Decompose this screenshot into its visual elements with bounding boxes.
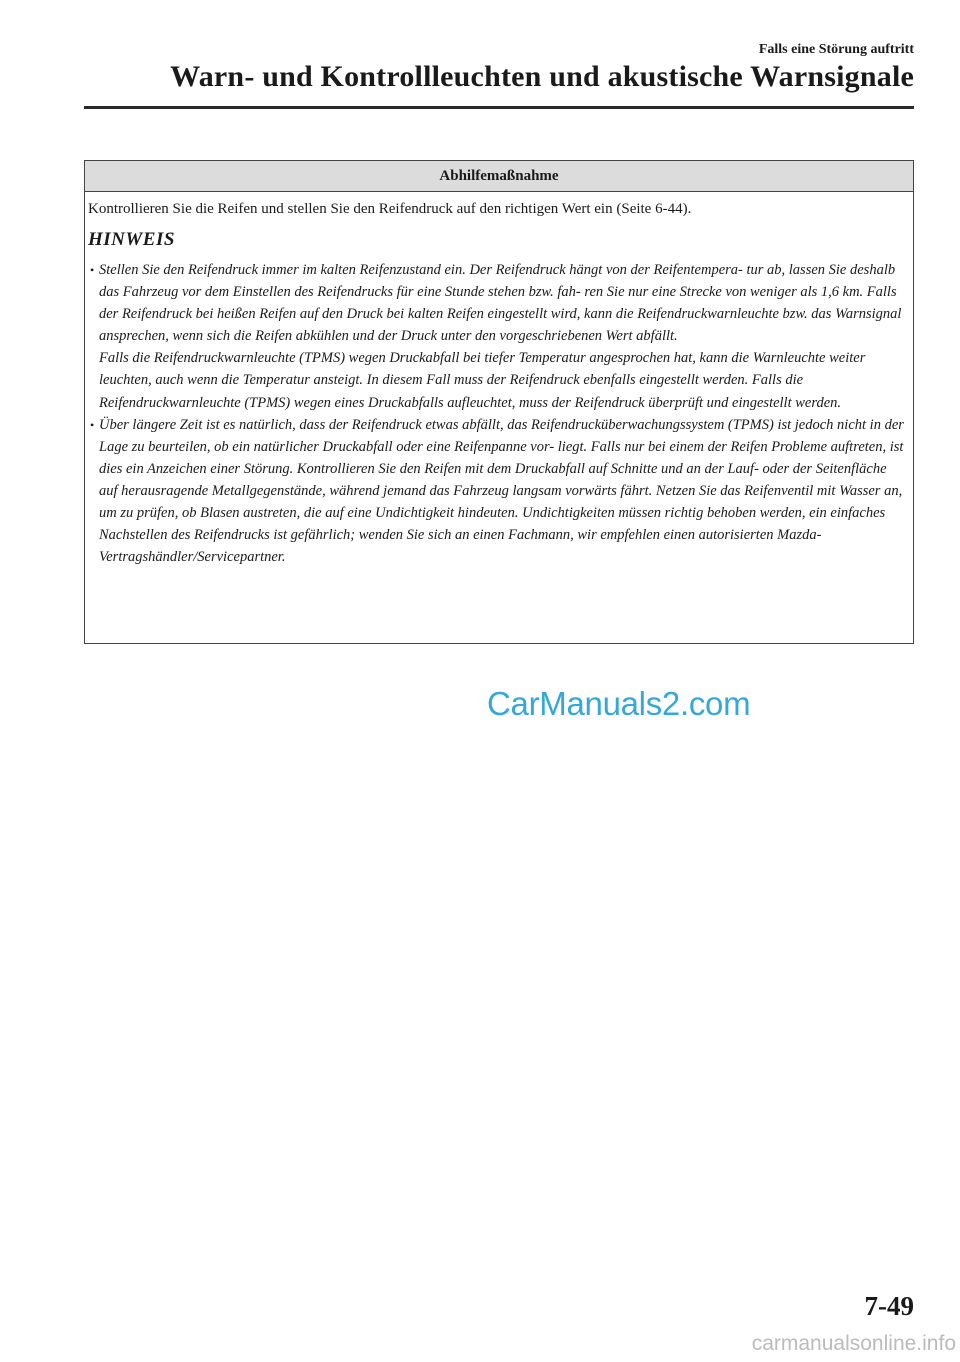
section-name: Falls eine Störung auftritt <box>758 42 914 57</box>
bullet-icon: • <box>90 417 95 432</box>
note-list <box>88 259 908 568</box>
page-number: 7-49 <box>864 1291 914 1321</box>
note-paragraph: Falls die Reifendruckwarnleuchte (TPMS) wegen Druckabfall bei tiefer Temperatur angesprochen hat, kann die Warnleuchte weiter leuchten, auch wenn die Temperatur ansteigt. In diesem Fall muss der Reifendruck ebenfalls eingestellt werden. Falls die Reifendruckwarnleuchte (TPMS) wegen eines Druckabfalls aufleuchtet, muss der Reifendruck überprüft und eingestellt werden. <box>99 350 866 411</box>
note-item <box>88 414 908 569</box>
footer-watermark: carmanualsonline.info <box>751 1332 956 1355</box>
page-title: Warn- und Kontrollleuchten und akustische Warnsignale <box>170 60 914 93</box>
bullet-icon: • <box>90 263 95 277</box>
note-paragraph: Über längere Zeit ist es natürlich, dass der Reifendruck etwas abfällt, das Reifendrucküberwachungssystem (TPMS) ist jedoch nicht in der Lage zu beurteilen, ob ein natürlicher Druckabfall oder eine Reifenpanne vor- liegt. Falls nur bei einem der Reifen Probleme auftreten, ist dies ein Anzeichen einer Störung. Kontrollieren Sie den Reifen mit dem Druckabfall auf Schnitte und an der Lauf- oder der Seitenfläche auf herausragende Metallgegenstände, während jemand das Fahrzeug langsam vorwärts fährt. Netzen Sie das Reifenventil mit Wasser an, um zu prüfen, ob Blasen austreten, die auf eine Undichtigkeit hindeuten. Undichtigkeiten müssen richtig behoben werden, ein einfaches Nachstellen des Reifendrucks ist gefährlich; wenden Sie sich an einen Fachmann, wir empfehlen einen autorisierten Mazda-Vertragshändler/Servicepartner. <box>99 416 904 566</box>
note-paragraph: Stellen Sie den Reifendruck immer im kalten Reifenzustand ein. Der Reifendruck hängt von der Reifentempera- tur ab, lassen Sie deshalb das Fahrzeug vor dem Einstellen des Reifendrucks für eine Stunde stehen bzw. fah- ren Sie nur eine Strecke von weniger als 1,6 km. Falls der Reifendruck bei heißen Reifen auf den Druck bei kalten Reifen eingestellt wird, kann die Reifendruckwarnleuchte bzw. das Warnsignal ansprechen, wenn sich die Reifen abkühlen und der Druck unter den vorgeschriebenen Wert abfällt. <box>99 262 902 345</box>
note-title: HINWEIS <box>88 229 175 250</box>
note-item <box>88 259 908 414</box>
remedy-table <box>84 160 914 644</box>
remedy-table-body <box>85 192 913 568</box>
remedy-text: Kontrollieren Sie die Reifen und stellen Sie den Reifendruck auf den richtigen Wert ein (Seite 6-44). <box>88 201 692 217</box>
header-rule <box>84 106 914 109</box>
watermark-logo: CarManuals2.com <box>487 685 751 722</box>
remedy-table-heading: Abhilfemaßnahme <box>85 161 913 192</box>
